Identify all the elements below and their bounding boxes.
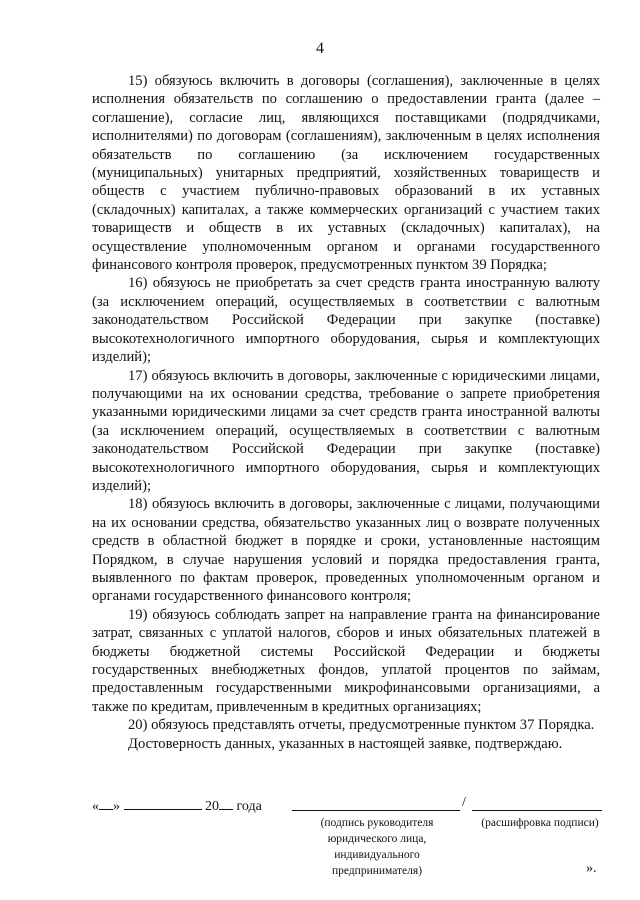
- year-blank: [219, 795, 233, 810]
- signature-slash: /: [462, 795, 466, 810]
- year-word: года: [236, 799, 262, 814]
- date-field: [92, 795, 262, 815]
- date-open-quote: «: [92, 799, 99, 814]
- signature-decoding-blank: [472, 810, 602, 811]
- year-century: 20: [205, 799, 219, 814]
- clause-19: 19) обязуюсь соблюдать запрет на направление гранта на финансирование затрат, связанных с уплатой налогов, сборов и иных обязательных платежей в бюджеты бюджетной системы Российской Федерации и бюджеты государственных внебюджетных фондов, уплатой процентов по займам, предоставленным государственными микрофинансовыми организациями, а также по кредитам, привлеченным в кредитных организациях;: [92, 606, 600, 715]
- month-blank: [124, 795, 202, 810]
- signature-caption: (подпись руководителя юридического лица, индивидуального предпринимателя): [320, 817, 434, 877]
- clause-18: 18) обязуюсь включить в договоры, заключенные с лицами, получающими на их основании средства, обязательство указанных лиц о возврате полученных средств в областной бюджет в порядке и сроки, установленные настоящим Порядком, в случае нарушения условий и порядка предоставления гранта, выявленного по фактам проверок, проведенных уполномоченным органом и органами государственного финансового контроля;: [92, 496, 600, 605]
- signature-decoding-caption: (расшифровка подписи): [481, 817, 599, 829]
- closing-mark: ».: [586, 861, 597, 876]
- day-blank: [99, 795, 113, 810]
- confirmation-statement: Достоверность данных, указанных в настоящей заявке, подтверждаю.: [128, 735, 563, 752]
- page-number: 4: [316, 40, 324, 57]
- document-body: [92, 72, 600, 753]
- signature-blank: [292, 810, 460, 811]
- signature-block: [92, 795, 612, 885]
- clause-16: 16) обязуюсь не приобретать за счет средств гранта иностранную валюту (за исключением операций, осуществляемых в соответствии с валютным законодательством Российской Федерации при закупке (поставке) высокотехнологичного импортного оборудования, сырья и комплектующих изделий);: [92, 275, 600, 366]
- clause-17: 17) обязуюсь включить в договоры, заключенные с юридическими лицами, получающими на их основании средства, требование о запрете приобретения указанными юридическими лицами за счет средств гранта иностранной валюты (за исключением операций, осуществляемых в соответствии с валютным законодательством Российской Федерации при закупке (поставке) высокотехнологичного импортного оборудования, сырья и комплектующих изделий);: [92, 367, 600, 494]
- clause-15: 15) обязуюсь включить в договоры (соглашения), заключенные в целях исполнения обязательств по соглашению о предоставлении гранта (далее – соглашение), согласие лиц, являющихся поставщиками (подрядчиками, исполнителями) по договорам (соглашениям), заключенным в целях исполнения обязательств по соглашению (за исключением государственных (муниципальных) унитарных предприятий, хозяйственных товариществ и обществ с участием публично-правовых образований в их уставных (складочных) капиталах, а также коммерческих организаций с участием таких товариществ и обществ в их уставных (складочных) капиталах), на осуществление уполномоченным органом и органами государственного финансового контроля проверок, предусмотренных пунктом 39 Порядка;: [92, 73, 600, 274]
- date-close-quote: »: [113, 799, 120, 814]
- clause-20: 20) обязуюсь представлять отчеты, предусмотренные пунктом 37 Порядка.: [128, 717, 595, 734]
